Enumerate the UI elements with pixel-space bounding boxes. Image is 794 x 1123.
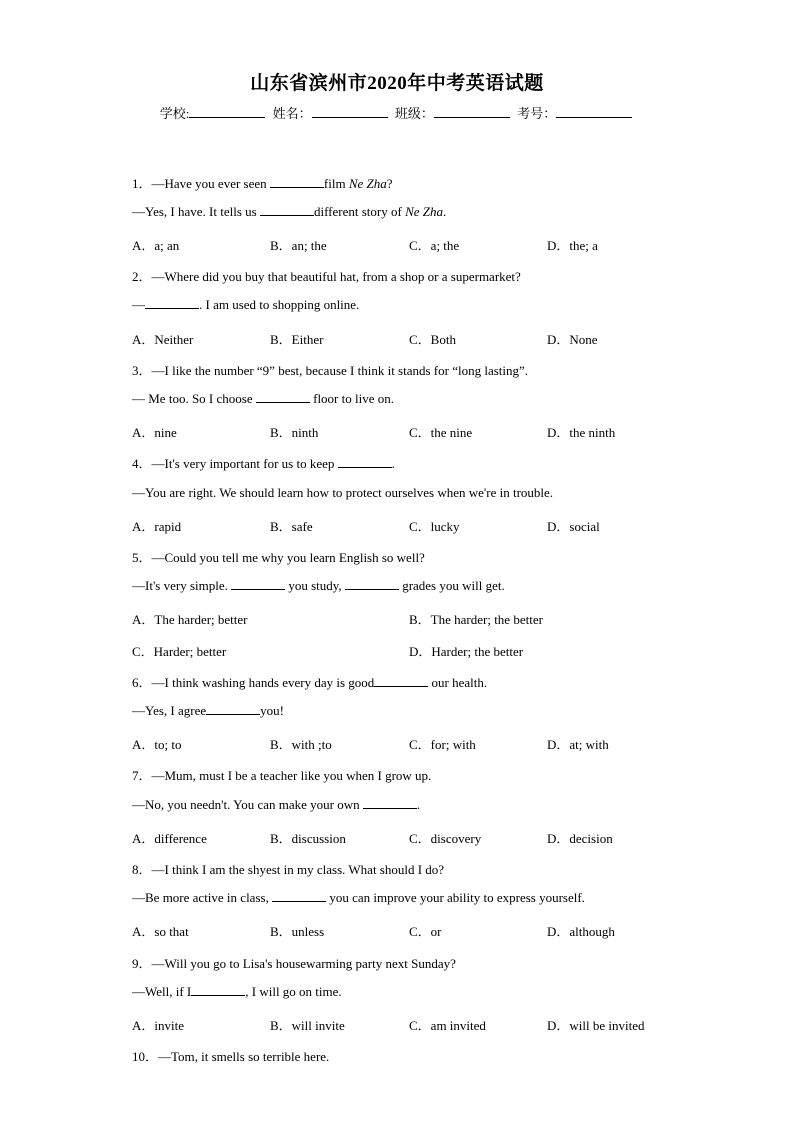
q7-option-d: D．decision [547,831,613,846]
q3-option-b: B．ninth [270,425,319,440]
q5-reply: —It's very simple. you study, grades you will get. [132,578,505,593]
answer-blank [231,578,285,590]
class-blank [434,105,510,118]
q3-stem: 3．—I like the number “9” best, because I think it stands for “long lasting”. [132,363,529,378]
q4-option-b: B．safe [270,519,313,534]
q1-stem: 1．—Have you ever seen film Ne Zha? [132,176,393,191]
answer-blank [145,297,199,309]
q1-option-c: C．a; the [409,238,460,253]
q7-option-c: C．discovery [409,831,482,846]
q3-option-a: A．nine [132,425,177,440]
q9-option-b: B．will invite [270,1018,345,1033]
q2-option-c: C．Both [409,332,456,347]
answer-blank [363,797,417,809]
school-label: 学校: [159,106,190,121]
q9-stem: 9．—Will you go to Lisa's housewarming party next Sunday? [132,956,456,971]
page-title: 山东省滨州市2020年中考英语试题 [250,73,544,94]
name-blank [312,105,388,118]
q4-stem: 4．—It's very important for us to keep . [132,456,395,471]
q5-stem: 5．—Could you tell me why you learn English so well? [132,550,425,565]
q9-reply: —Well, if I , I will go on time. [132,984,342,999]
q6-option-b: B．with ;to [270,737,332,752]
answer-blank [345,578,399,590]
q3-reply: — Me too. So I choose floor to live on. [132,391,394,406]
q9-option-d: D．will be invited [547,1018,645,1033]
q6-reply: —Yes, I agree you! [132,703,284,718]
q1-reply: —Yes, I have. It tells us different story of Ne Zha. [132,204,447,219]
q3-option-d: D．the ninth [547,425,616,440]
q4-option-c: C．lucky [409,519,460,534]
q8-reply: —Be more active in class, you can improve your ability to express yourself. [132,890,585,905]
answer-blank [374,675,428,687]
q1-option-d: D．the; a [547,238,598,253]
q1-option-a: A．a; an [132,238,180,253]
q10-stem: 10．—Tom, it smells so terrible here. [132,1049,330,1064]
q5-option-a: A．The harder; better [132,612,248,627]
q1-option-b: B．an; the [270,238,327,253]
q7-option-a: A．difference [132,831,207,846]
q7-option-b: B．discussion [270,831,346,846]
answer-blank [260,204,314,216]
name-label: 姓名： [272,106,312,121]
q6-option-a: A．to; to [132,737,182,752]
q6-option-d: D．at; with [547,737,609,752]
q9-option-a: A．invite [132,1018,184,1033]
q9-option-c: C．am invited [409,1018,486,1033]
q8-stem: 8．—I think I am the shyest in my class. What should I do? [132,862,445,877]
q3-option-c: C．the nine [409,425,473,440]
q4-option-a: A．rapid [132,519,182,534]
q2-option-a: A．Neither [132,332,194,347]
id-label: 考号： [517,106,557,121]
id-blank [556,105,632,118]
q4-option-d: D．social [547,519,600,534]
q6-option-c: C．for; with [409,737,476,752]
q4-reply: —You are right. We should learn how to protect ourselves when we're in trouble. [132,485,554,500]
class-label: 班级： [394,106,434,121]
q7-reply: —No, you needn't. You can make your own . [132,797,421,812]
q5-option-b: B．The harder; the better [409,612,543,627]
q5-option-c: C．Harder; better [132,644,227,659]
q8-option-d: D．although [547,924,615,939]
q5-option-d: D．Harder; the better [409,644,524,659]
answer-blank [206,703,260,715]
school-blank [189,105,265,118]
q8-option-a: A．so that [132,924,189,939]
answer-blank [270,176,324,188]
q6-stem: 6．—I think washing hands every day is good our health. [132,675,488,690]
q2-option-b: B．Either [270,332,324,347]
q8-option-b: B．unless [270,924,325,939]
q2-option-d: D．None [547,332,598,347]
q2-reply: — . I am used to shopping online. [132,297,360,312]
answer-blank [256,391,310,403]
q2-stem: 2．—Where did you buy that beautiful hat, from a shop or a supermarket? [132,269,521,284]
answer-blank [272,890,326,902]
answer-blank [338,456,392,468]
answer-blank [191,984,245,996]
q8-option-c: C．or [409,924,442,939]
q7-stem: 7．—Mum, must I be a teacher like you when I grow up. [132,768,432,783]
student-info-line [0,103,794,122]
